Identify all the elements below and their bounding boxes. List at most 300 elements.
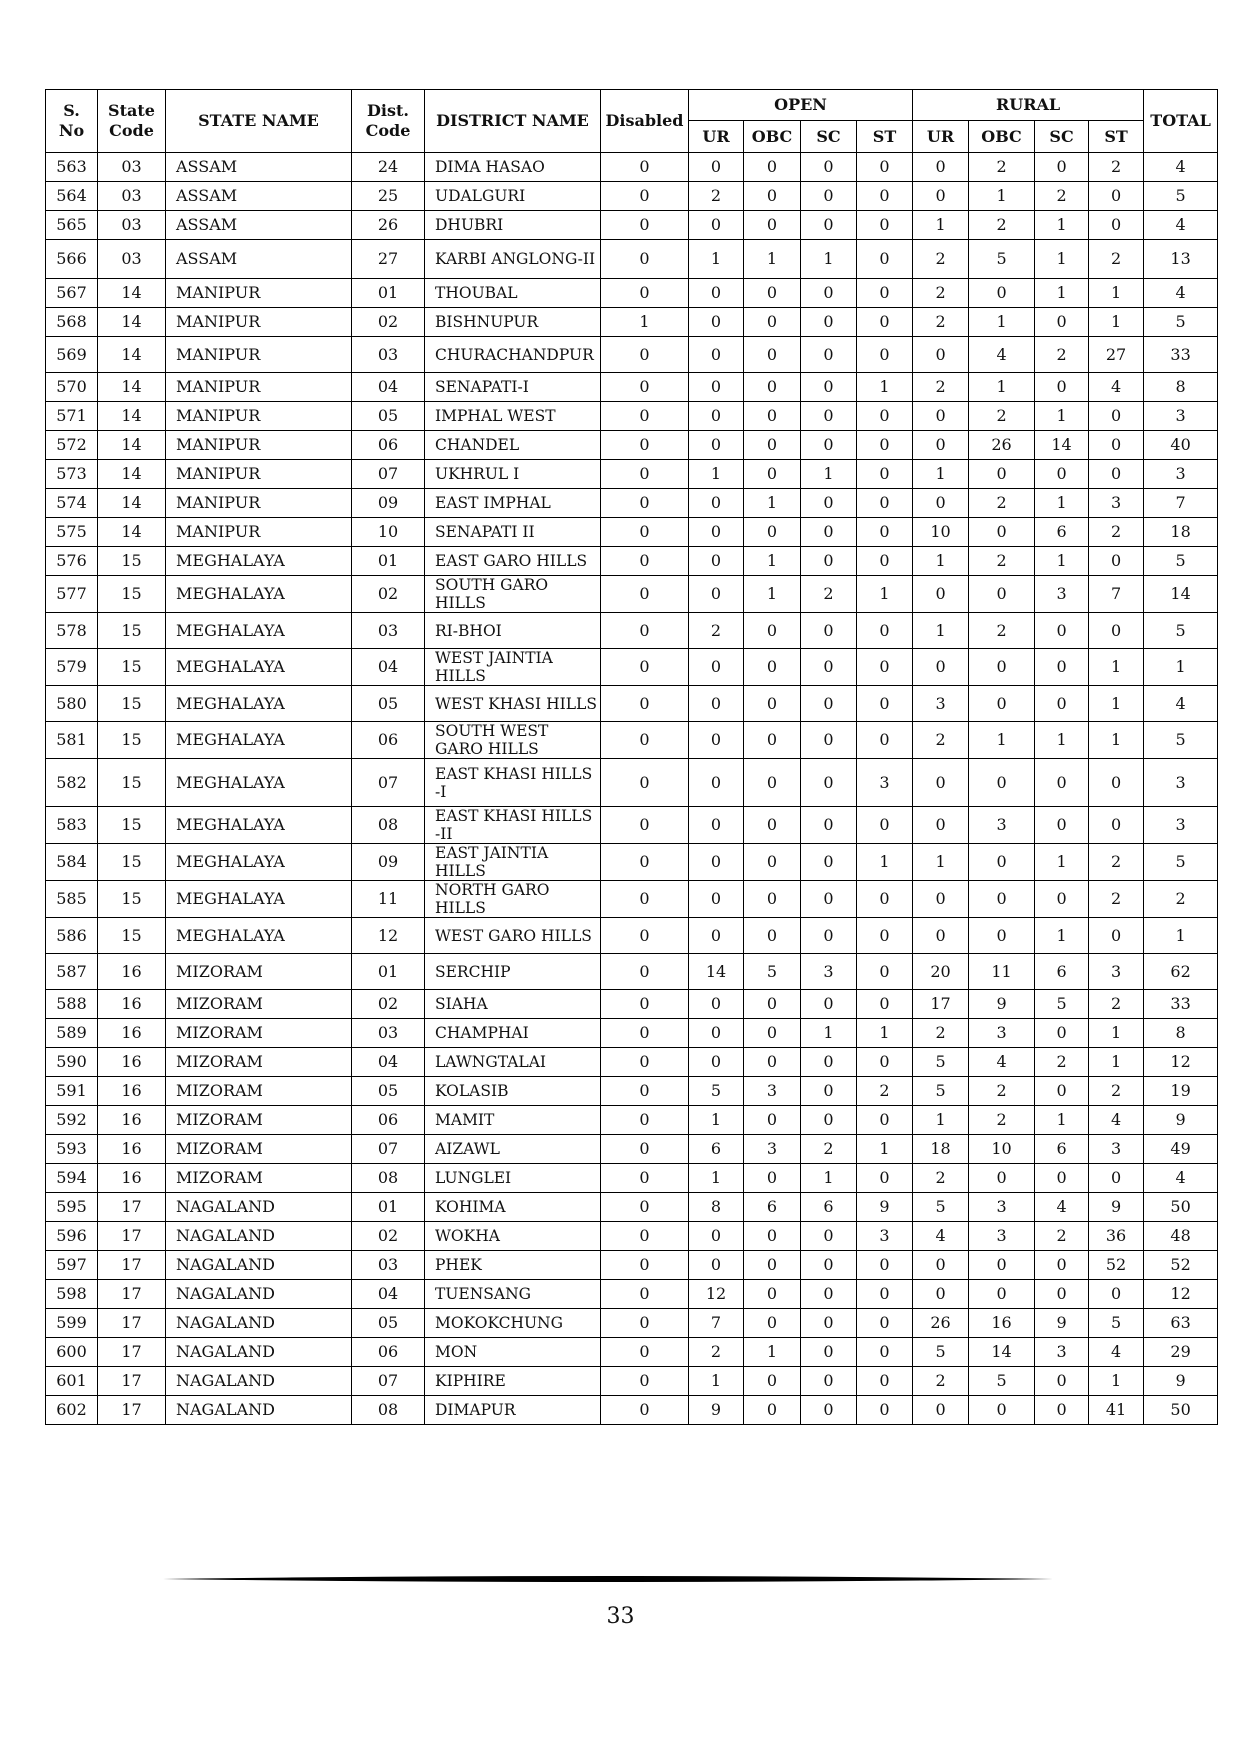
cell-sno: 593 (46, 1135, 98, 1164)
cell-open-st: 0 (857, 1106, 913, 1135)
table-row (46, 649, 1218, 686)
cell-dist-code: 03 (352, 337, 425, 373)
cell-dist-code: 04 (352, 649, 425, 686)
cell-rural-ur: 5 (913, 1077, 969, 1106)
cell-disabled: 0 (601, 337, 689, 373)
cell-open-sc: 0 (801, 881, 857, 918)
cell-total: 29 (1144, 1338, 1218, 1367)
cell-rural-st: 7 (1089, 576, 1144, 613)
cell-sno: 580 (46, 686, 98, 722)
cell-open-obc: 0 (744, 613, 801, 649)
cell-state-code: 15 (98, 722, 166, 759)
cell-open-st: 1 (857, 373, 913, 402)
cell-rural-st: 2 (1089, 881, 1144, 918)
table-row (46, 613, 1218, 649)
table-row (46, 881, 1218, 918)
cell-state-code: 03 (98, 153, 166, 182)
cell-rural-ur: 26 (913, 1309, 969, 1338)
cell-disabled: 0 (601, 990, 689, 1019)
cell-rural-obc: 2 (969, 402, 1035, 431)
cell-dist-code: 05 (352, 1309, 425, 1338)
cell-rural-st: 0 (1089, 613, 1144, 649)
table-row (46, 402, 1218, 431)
cell-open-st: 1 (857, 576, 913, 613)
cell-rural-st: 2 (1089, 990, 1144, 1019)
cell-disabled: 0 (601, 1048, 689, 1077)
cell-state-code: 17 (98, 1367, 166, 1396)
cell-open-ur: 0 (689, 686, 744, 722)
cell-state-name: MEGHALAYA (166, 547, 352, 576)
table-row (46, 576, 1218, 613)
cell-rural-st: 0 (1089, 1164, 1144, 1193)
cell-open-ur: 6 (689, 1135, 744, 1164)
table-header (46, 90, 1218, 153)
cell-rural-st: 2 (1089, 240, 1144, 279)
cell-state-code: 15 (98, 759, 166, 807)
cell-rural-st: 1 (1089, 686, 1144, 722)
cell-state-name: MIZORAM (166, 1164, 352, 1193)
cell-state-name: MEGHALAYA (166, 613, 352, 649)
cell-state-code: 16 (98, 990, 166, 1019)
cell-district-name: SERCHIP (425, 954, 601, 990)
cell-rural-obc: 1 (969, 308, 1035, 337)
cell-open-st: 0 (857, 402, 913, 431)
cell-rural-obc: 3 (969, 1222, 1035, 1251)
cell-open-ur: 0 (689, 759, 744, 807)
cell-state-code: 03 (98, 182, 166, 211)
cell-dist-code: 25 (352, 182, 425, 211)
cell-total: 18 (1144, 518, 1218, 547)
cell-state-name: NAGALAND (166, 1309, 352, 1338)
cell-dist-code: 06 (352, 722, 425, 759)
cell-open-ur: 0 (689, 918, 744, 954)
cell-open-obc: 0 (744, 337, 801, 373)
cell-open-obc: 0 (744, 807, 801, 844)
cell-rural-obc: 0 (969, 649, 1035, 686)
table-row (46, 1280, 1218, 1309)
cell-rural-ur: 2 (913, 1367, 969, 1396)
cell-rural-obc: 9 (969, 990, 1035, 1019)
cell-total: 7 (1144, 489, 1218, 518)
cell-rural-sc: 1 (1035, 844, 1089, 881)
cell-open-st: 0 (857, 613, 913, 649)
cell-open-obc: 0 (744, 373, 801, 402)
cell-open-sc: 0 (801, 373, 857, 402)
cell-sno: 590 (46, 1048, 98, 1077)
cell-rural-st: 0 (1089, 547, 1144, 576)
cell-rural-ur: 0 (913, 402, 969, 431)
cell-sno: 591 (46, 1077, 98, 1106)
table-row (46, 954, 1218, 990)
cell-open-st: 0 (857, 990, 913, 1019)
cell-state-code: 03 (98, 211, 166, 240)
cell-open-sc: 0 (801, 844, 857, 881)
col-header-open-st: ST (857, 121, 913, 153)
cell-rural-ur: 0 (913, 1251, 969, 1280)
cell-total: 5 (1144, 613, 1218, 649)
cell-sno: 602 (46, 1396, 98, 1425)
cell-rural-ur: 3 (913, 686, 969, 722)
cell-rural-sc: 0 (1035, 373, 1089, 402)
cell-total: 13 (1144, 240, 1218, 279)
cell-state-name: NAGALAND (166, 1396, 352, 1425)
cell-state-name: NAGALAND (166, 1222, 352, 1251)
cell-state-code: 17 (98, 1396, 166, 1425)
cell-open-st: 0 (857, 489, 913, 518)
cell-rural-ur: 0 (913, 1280, 969, 1309)
cell-disabled: 0 (601, 722, 689, 759)
table-row (46, 460, 1218, 489)
cell-total: 5 (1144, 844, 1218, 881)
cell-total: 50 (1144, 1396, 1218, 1425)
table-row (46, 373, 1218, 402)
cell-open-sc: 0 (801, 211, 857, 240)
cell-rural-ur: 2 (913, 1164, 969, 1193)
cell-district-name: DIMAPUR (425, 1396, 601, 1425)
cell-open-st: 0 (857, 1280, 913, 1309)
cell-dist-code: 02 (352, 576, 425, 613)
cell-state-name: MANIPUR (166, 373, 352, 402)
cell-disabled: 0 (601, 1367, 689, 1396)
cell-state-name: MIZORAM (166, 954, 352, 990)
cell-dist-code: 07 (352, 759, 425, 807)
cell-total: 33 (1144, 337, 1218, 373)
cell-dist-code: 08 (352, 1164, 425, 1193)
cell-rural-obc: 0 (969, 279, 1035, 308)
cell-rural-obc: 0 (969, 518, 1035, 547)
cell-open-obc: 0 (744, 686, 801, 722)
cell-open-sc: 0 (801, 807, 857, 844)
cell-rural-ur: 0 (913, 1396, 969, 1425)
cell-disabled: 0 (601, 518, 689, 547)
cell-rural-sc: 0 (1035, 1396, 1089, 1425)
col-header-sno: S. No (46, 90, 98, 153)
cell-rural-sc: 1 (1035, 211, 1089, 240)
col-header-rural-st: ST (1089, 121, 1144, 153)
cell-total: 12 (1144, 1280, 1218, 1309)
cell-sno: 582 (46, 759, 98, 807)
cell-total: 1 (1144, 918, 1218, 954)
cell-open-sc: 0 (801, 1222, 857, 1251)
cell-rural-ur: 2 (913, 1019, 969, 1048)
table-row (46, 1338, 1218, 1367)
cell-rural-obc: 2 (969, 1106, 1035, 1135)
cell-district-name: WEST JAINTIA HILLS (425, 649, 601, 686)
cell-open-sc: 0 (801, 918, 857, 954)
cell-district-name: UKHRUL I (425, 460, 601, 489)
cell-rural-sc: 1 (1035, 722, 1089, 759)
cell-disabled: 0 (601, 547, 689, 576)
cell-open-ur: 0 (689, 308, 744, 337)
cell-total: 5 (1144, 722, 1218, 759)
cell-state-name: NAGALAND (166, 1193, 352, 1222)
cell-rural-sc: 1 (1035, 547, 1089, 576)
cell-rural-obc: 0 (969, 576, 1035, 613)
cell-rural-sc: 0 (1035, 759, 1089, 807)
cell-rural-st: 0 (1089, 759, 1144, 807)
cell-open-obc: 0 (744, 759, 801, 807)
cell-rural-st: 1 (1089, 1048, 1144, 1077)
cell-district-name: CHAMPHAI (425, 1019, 601, 1048)
cell-rural-st: 1 (1089, 279, 1144, 308)
col-header-state-code: State Code (98, 90, 166, 153)
cell-rural-st: 0 (1089, 402, 1144, 431)
cell-rural-sc: 9 (1035, 1309, 1089, 1338)
cell-open-sc: 0 (801, 518, 857, 547)
cell-dist-code: 08 (352, 807, 425, 844)
cell-state-name: NAGALAND (166, 1251, 352, 1280)
cell-rural-sc: 1 (1035, 240, 1089, 279)
cell-open-obc: 0 (744, 1164, 801, 1193)
col-header-state-name: STATE NAME (166, 90, 352, 153)
cell-rural-obc: 26 (969, 431, 1035, 460)
cell-dist-code: 27 (352, 240, 425, 279)
cell-sno: 571 (46, 402, 98, 431)
cell-district-name: WOKHA (425, 1222, 601, 1251)
cell-rural-st: 27 (1089, 337, 1144, 373)
cell-open-obc: 0 (744, 308, 801, 337)
cell-open-obc: 0 (744, 649, 801, 686)
cell-open-sc: 0 (801, 990, 857, 1019)
cell-open-ur: 1 (689, 240, 744, 279)
cell-rural-ur: 17 (913, 990, 969, 1019)
cell-open-st: 0 (857, 240, 913, 279)
cell-state-name: MANIPUR (166, 518, 352, 547)
cell-dist-code: 01 (352, 1193, 425, 1222)
cell-state-name: NAGALAND (166, 1280, 352, 1309)
cell-open-st: 0 (857, 153, 913, 182)
cell-open-sc: 0 (801, 153, 857, 182)
cell-open-sc: 0 (801, 1077, 857, 1106)
cell-rural-obc: 2 (969, 211, 1035, 240)
cell-rural-obc: 11 (969, 954, 1035, 990)
cell-district-name: SENAPATI-I (425, 373, 601, 402)
cell-rural-obc: 10 (969, 1135, 1035, 1164)
cell-rural-obc: 16 (969, 1309, 1035, 1338)
cell-district-name: SENAPATI II (425, 518, 601, 547)
cell-sno: 585 (46, 881, 98, 918)
cell-state-code: 15 (98, 547, 166, 576)
table-row (46, 686, 1218, 722)
cell-dist-code: 06 (352, 431, 425, 460)
col-header-rural-sc: SC (1035, 121, 1089, 153)
cell-open-obc: 0 (744, 431, 801, 460)
cell-open-st: 0 (857, 649, 913, 686)
cell-open-obc: 0 (744, 1396, 801, 1425)
cell-disabled: 0 (601, 576, 689, 613)
cell-open-ur: 0 (689, 990, 744, 1019)
cell-dist-code: 09 (352, 844, 425, 881)
cell-state-code: 14 (98, 308, 166, 337)
cell-state-name: ASSAM (166, 182, 352, 211)
cell-rural-st: 0 (1089, 1280, 1144, 1309)
table-row (46, 182, 1218, 211)
cell-district-name: MOKOKCHUNG (425, 1309, 601, 1338)
cell-state-code: 15 (98, 686, 166, 722)
cell-rural-obc: 2 (969, 1077, 1035, 1106)
cell-state-code: 16 (98, 1077, 166, 1106)
cell-state-name: MIZORAM (166, 1077, 352, 1106)
cell-total: 48 (1144, 1222, 1218, 1251)
cell-open-ur: 0 (689, 337, 744, 373)
cell-rural-sc: 0 (1035, 807, 1089, 844)
cell-district-name: EAST GARO HILLS (425, 547, 601, 576)
cell-disabled: 0 (601, 649, 689, 686)
cell-rural-ur: 5 (913, 1193, 969, 1222)
cell-district-name: DHUBRI (425, 211, 601, 240)
cell-dist-code: 12 (352, 918, 425, 954)
cell-dist-code: 01 (352, 547, 425, 576)
cell-state-name: MEGHALAYA (166, 881, 352, 918)
cell-district-name: PHEK (425, 1251, 601, 1280)
cell-state-code: 14 (98, 518, 166, 547)
cell-disabled: 0 (601, 613, 689, 649)
cell-district-name: EAST IMPHAL (425, 489, 601, 518)
cell-open-sc: 0 (801, 279, 857, 308)
cell-state-code: 14 (98, 460, 166, 489)
table-row (46, 1077, 1218, 1106)
cell-rural-obc: 0 (969, 460, 1035, 489)
cell-state-name: MANIPUR (166, 431, 352, 460)
col-header-open-ur: UR (689, 121, 744, 153)
cell-rural-sc: 6 (1035, 954, 1089, 990)
cell-sno: 597 (46, 1251, 98, 1280)
cell-dist-code: 26 (352, 211, 425, 240)
cell-rural-st: 4 (1089, 1106, 1144, 1135)
cell-state-code: 15 (98, 807, 166, 844)
cell-state-name: MEGHALAYA (166, 844, 352, 881)
cell-open-sc: 3 (801, 954, 857, 990)
cell-open-sc: 0 (801, 308, 857, 337)
cell-open-obc: 0 (744, 153, 801, 182)
table-row (46, 918, 1218, 954)
cell-open-ur: 0 (689, 153, 744, 182)
cell-disabled: 0 (601, 686, 689, 722)
cell-district-name: WEST GARO HILLS (425, 918, 601, 954)
cell-district-name: CHANDEL (425, 431, 601, 460)
cell-rural-st: 2 (1089, 844, 1144, 881)
cell-disabled: 0 (601, 1280, 689, 1309)
cell-state-code: 16 (98, 1106, 166, 1135)
cell-total: 5 (1144, 182, 1218, 211)
table-row (46, 1396, 1218, 1425)
cell-rural-sc: 1 (1035, 279, 1089, 308)
cell-dist-code: 09 (352, 489, 425, 518)
cell-rural-st: 36 (1089, 1222, 1144, 1251)
table-row (46, 308, 1218, 337)
table-row (46, 1164, 1218, 1193)
cell-total: 4 (1144, 1164, 1218, 1193)
cell-dist-code: 01 (352, 954, 425, 990)
cell-rural-obc: 3 (969, 807, 1035, 844)
cell-disabled: 0 (601, 373, 689, 402)
cell-rural-ur: 1 (913, 460, 969, 489)
cell-disabled: 0 (601, 1135, 689, 1164)
cell-district-name: EAST KHASI HILLS -I (425, 759, 601, 807)
cell-dist-code: 02 (352, 990, 425, 1019)
cell-open-sc: 0 (801, 402, 857, 431)
cell-disabled: 0 (601, 1396, 689, 1425)
cell-district-name: MAMIT (425, 1106, 601, 1135)
cell-disabled: 0 (601, 460, 689, 489)
table-row (46, 153, 1218, 182)
cell-state-name: MANIPUR (166, 279, 352, 308)
cell-state-name: NAGALAND (166, 1367, 352, 1396)
table-row (46, 240, 1218, 279)
data-table (45, 89, 1218, 1425)
cell-sno: 595 (46, 1193, 98, 1222)
cell-dist-code: 07 (352, 460, 425, 489)
cell-open-st: 1 (857, 844, 913, 881)
cell-open-ur: 0 (689, 576, 744, 613)
cell-rural-sc: 0 (1035, 1280, 1089, 1309)
cell-district-name: EAST JAINTIA HILLS (425, 844, 601, 881)
cell-state-name: ASSAM (166, 153, 352, 182)
cell-rural-st: 1 (1089, 722, 1144, 759)
cell-rural-sc: 0 (1035, 1164, 1089, 1193)
cell-sno: 570 (46, 373, 98, 402)
cell-rural-obc: 0 (969, 686, 1035, 722)
cell-open-st: 0 (857, 279, 913, 308)
cell-district-name: SIAHA (425, 990, 601, 1019)
cell-rural-sc: 0 (1035, 153, 1089, 182)
cell-rural-obc: 5 (969, 1367, 1035, 1396)
cell-district-name: MON (425, 1338, 601, 1367)
cell-sno: 586 (46, 918, 98, 954)
cell-open-obc: 0 (744, 1048, 801, 1077)
cell-state-code: 17 (98, 1251, 166, 1280)
cell-rural-sc: 0 (1035, 308, 1089, 337)
cell-open-sc: 6 (801, 1193, 857, 1222)
cell-state-name: MANIPUR (166, 489, 352, 518)
cell-rural-sc: 1 (1035, 1106, 1089, 1135)
cell-disabled: 0 (601, 1222, 689, 1251)
cell-rural-sc: 6 (1035, 518, 1089, 547)
cell-rural-obc: 0 (969, 918, 1035, 954)
cell-open-obc: 0 (744, 182, 801, 211)
cell-rural-ur: 2 (913, 373, 969, 402)
cell-district-name: KOHIMA (425, 1193, 601, 1222)
cell-rural-st: 2 (1089, 153, 1144, 182)
cell-dist-code: 11 (352, 881, 425, 918)
cell-state-code: 17 (98, 1222, 166, 1251)
data-table-container (45, 89, 1217, 1425)
cell-rural-st: 4 (1089, 373, 1144, 402)
cell-rural-sc: 2 (1035, 182, 1089, 211)
cell-dist-code: 07 (352, 1367, 425, 1396)
cell-rural-obc: 14 (969, 1338, 1035, 1367)
cell-open-obc: 0 (744, 1106, 801, 1135)
cell-rural-obc: 0 (969, 1164, 1035, 1193)
cell-open-obc: 0 (744, 279, 801, 308)
cell-open-obc: 5 (744, 954, 801, 990)
cell-rural-st: 0 (1089, 460, 1144, 489)
cell-rural-st: 0 (1089, 807, 1144, 844)
cell-state-code: 16 (98, 1135, 166, 1164)
cell-disabled: 0 (601, 1338, 689, 1367)
cell-district-name: SOUTH WEST GARO HILLS (425, 722, 601, 759)
cell-rural-sc: 0 (1035, 460, 1089, 489)
cell-rural-obc: 3 (969, 1193, 1035, 1222)
table-row (46, 1251, 1218, 1280)
cell-state-name: MEGHALAYA (166, 918, 352, 954)
cell-rural-st: 1 (1089, 1019, 1144, 1048)
cell-disabled: 0 (601, 1164, 689, 1193)
cell-sno: 565 (46, 211, 98, 240)
cell-disabled: 0 (601, 182, 689, 211)
cell-disabled: 0 (601, 1193, 689, 1222)
cell-dist-code: 03 (352, 1251, 425, 1280)
